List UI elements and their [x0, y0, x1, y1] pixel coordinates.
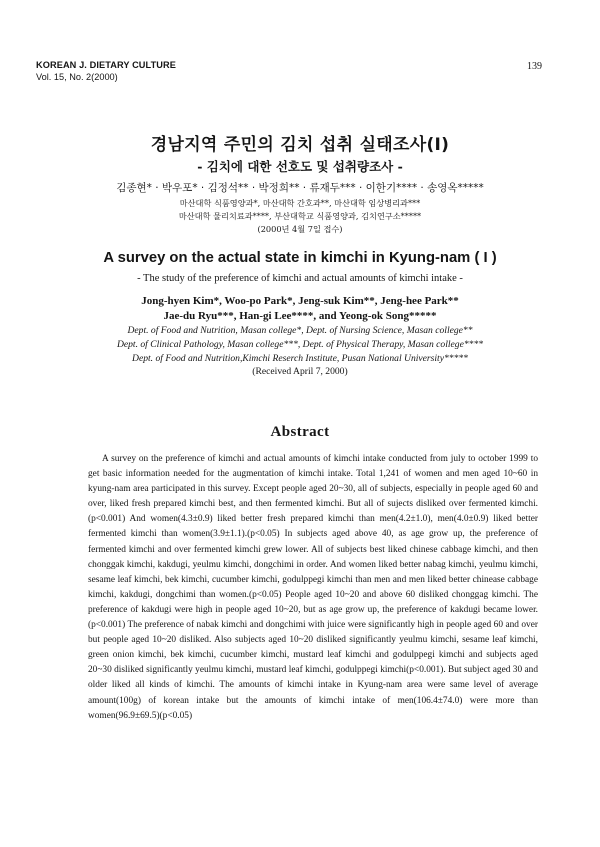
english-affiliation-line2: Dept. of Clinical Pathology, Masan college***, Dept. of Physical Therapy, Masan college****	[116, 339, 484, 350]
english-authors-line1: Jong-hyen Kim*, Woo-po Park*, Jeng-suk Kim**, Jeng-hee Park**	[141, 295, 459, 307]
abstract-text: A survey on the preference of kimchi and actual amounts of kimchi intake conducted from july to october 1999 to get basic information needed for the augmentation of kimchi intake. Total 1,241 of women and men aged 10~60 in kyung-nam area participated in this survey. Except people aged 20~30, all of subjects, especially in people aged 60 and over, liked fresh prepared kimchi best, and then fermented kimchi. But all of sujects disliked over fermented kimchi.(p<0.001) And women(4.3±0.9) liked better fresh prepared kimchi than men(4.2±1.0), men(4.0±0.9) liked better fermented kimchi than women(3.9±1.1).(p<0.05) In subjects aged above 40, as age grow up, the preference of fermented kimchi and over fermented kimchi grew lower. All of subjects best liked chinese cabbage kimchi, and then chonggak kimchi, kakdugi, yeulmu kimchi, dongchimi in order. And women liked better nabag kimchi, yeulmu kimchi, sesame leaf kimchi, bek kimchi, cucumber kimchi, godulppegi kimchi than men and men liked better chinease cabbage kimchi, kakdugi, dongchimi than women.(p<0.05) People aged 10~20 and above 60 disliked chonggag kimchi. The preference of kakdugi were high in people aged 10~20, but as age grow up, the preference of kakdugi became lower.(p<0.001) The preference of nabak kimchi and dongchimi with juice were significantly high in people aged 60 and over but people aged 10~20 disliked. Also subjects aged 10~20 disliked significantly yeulmu kimchi, sesame leaf kimchi, green onion kimchi, bek kimchi, cucumber kimchi, mustard leaf kimchi and godulppegi kimchi and subjects aged 20~30 disliked significantly yeulmu kimchi, mustard leaf kimchi, godulppegi kimchi(p<0.001). But subject aged 30 and older liked all kinds of kimchi. The amounts of kimchi intake in Kyung-nam area were same level of average amount(100g) of korean intake but the amounts of kimchi intake of men(106.4±74.0) were more than women(96.9±69.5)(p<0.05)	[88, 454, 538, 721]
korean-title: 경남지역 주민의 김치 섭취 실태조사(I)	[150, 135, 450, 155]
english-authors-line2: Jae-du Ryu***, Han-gi Lee****, and Yeong-ok Song*****	[163, 310, 437, 322]
english-received-date: (Received April 7, 2000)	[252, 366, 348, 377]
korean-affiliations-line1: 마산대학 식품영양과*, 마산대학 간호과**, 마산대학 임상병리과***	[179, 198, 421, 208]
journal-name: KOREAN J. DIETARY CULTURE	[36, 60, 176, 70]
korean-affiliations-line2: 마산대학 물리치료과****, 부산대학교 식품영양과, 김치연구소*****	[178, 211, 422, 221]
page-number: 139	[527, 61, 542, 72]
abstract-heading: Abstract	[270, 424, 330, 440]
korean-subtitle: - 김치에 대한 선호도 및 섭취량조사 -	[197, 159, 403, 174]
journal-info	[36, 59, 176, 83]
english-subtitle: - The study of the preference of kimchi and actual amounts of kimchi intake -	[137, 273, 463, 284]
english-affiliation-line3: Dept. of Food and Nutrition,Kimchi Reserch Institute, Pusan National University*****	[132, 353, 468, 364]
english-title: A survey on the actual state in kimchi in Kyung-nam ( I )	[103, 250, 497, 266]
korean-authors: 김종현* · 박우포* · 김정석** · 박정희** · 류재두*** · 이한기**** · 송영옥*****	[116, 182, 484, 194]
volume-issue: Vol. 15, No. 2(2000)	[36, 72, 118, 82]
english-affiliation-line1: Dept. of Food and Nutrition, Masan college*, Dept. of Nursing Science, Masan college**	[127, 325, 473, 336]
korean-received-date: (2000년 4월 7일 접수)	[257, 224, 343, 234]
